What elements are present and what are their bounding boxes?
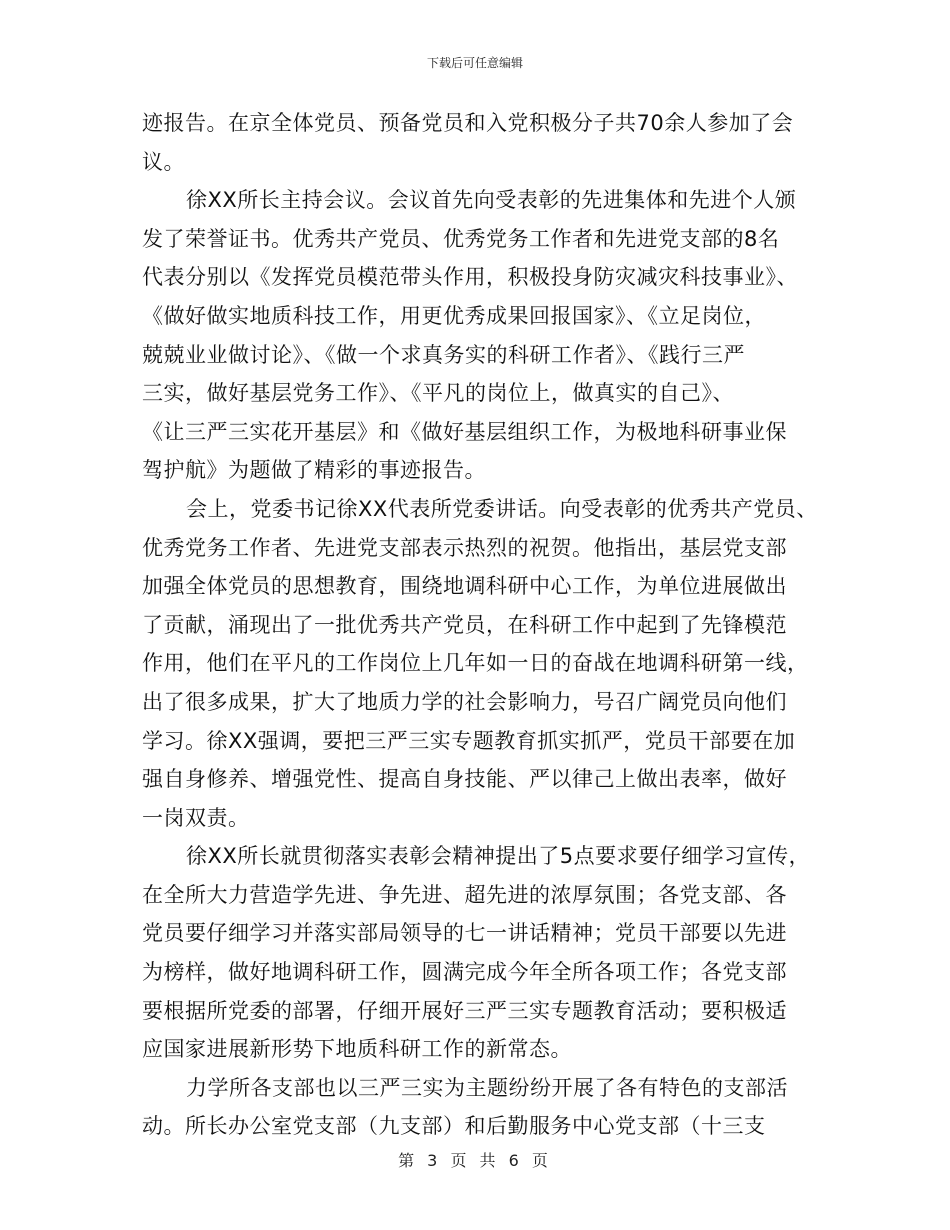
page-header: 下载后可任意编辑 [426, 56, 523, 70]
text-line: 作用，他们在平凡的工作岗位上几年如一日的奋战在地调科研第一线， [142, 651, 809, 676]
paragraph [142, 181, 812, 490]
text-line: 应国家进展新形势下地质科研工作的新常态。 [142, 1037, 572, 1062]
text-line: 出了很多成果，扩大了地质力学的社会影响力，号召广阔党员向他们 [142, 689, 787, 714]
text-line: 力学所各支部也以三严三实为主题纷纷开展了各有特色的支部活 [186, 1075, 788, 1100]
text-line: 徐XX所长主持会议。会议首先向受表彰的先进集体和先进个人颁 [186, 188, 797, 213]
paragraph [142, 1069, 812, 1146]
text-line: 议。 [142, 149, 185, 174]
text-line: 在全所大力营造学先进、争先进、超先进的浓厚氛围；各党支部、各 [142, 882, 787, 907]
document-body [142, 104, 818, 1146]
text-line: 强自身修养、增强党性、提高自身技能、严以律己上做出表率，做好 [142, 767, 787, 792]
text-line: 了贡献，涌现出了一批优秀共产党员，在科研工作中起到了先锋模范 [142, 612, 787, 637]
text-line: 驾护航》为题做了精彩的事迹报告。 [142, 458, 486, 483]
text-line: 为榜样，做好地调科研工作，圆满完成今年全所各项工作；各党支部 [142, 960, 787, 985]
text-line: 要根据所党委的部署，仔细开展好三严三实专题教育活动；要积极适 [142, 998, 787, 1023]
text-line: 发了荣誉证书。优秀共产党员、优秀党务工作者和先进党支部的8名 [142, 226, 780, 251]
text-line: 优秀党务工作者、先进党支部表示热烈的祝贺。他指出，基层党支部 [142, 535, 787, 560]
text-line: 徐XX所长就贯彻落实表彰会精神提出了5点要求要仔细学习宣传， [186, 844, 811, 869]
page-footer: 第 3 页 共 6 页 [398, 1151, 552, 1170]
text-line: 《做好做实地质科技工作，用更优秀成果回报国家》、《立足岗位， [142, 303, 766, 328]
text-line: 会上，党委书记徐XX代表所党委讲话。向受表彰的优秀共产党员、 [186, 496, 818, 521]
text-line: 加强全体党员的思想教育，围绕地调科研中心工作，为单位进展做出 [142, 574, 787, 599]
text-line: 学习。徐XX强调，要把三严三实专题教育抓实抓严，党员干部要在加 [142, 728, 796, 753]
text-line: 《让三严三实花开基层》和《做好基层组织工作，为极地科研事业保 [142, 419, 787, 444]
paragraph [142, 837, 812, 1069]
text-line: 迹报告。在京全体党员、预备党员和入党积极分子共70余人参加了会 [142, 111, 794, 135]
text-line: 三实，做好基层党务工作》、《平凡的岗位上，做真实的自己》、 [142, 381, 734, 406]
text-line: 兢兢业业做讨论》、《做一个求真务实的科研工作者》、《践行三严 [142, 342, 745, 367]
text-line: 动。所长办公室党支部（九支部）和后勤服务中心党支部（十三支 [142, 1114, 766, 1139]
paragraph [142, 490, 818, 837]
text-line: 代表分别以《发挥党员模范带头作用，积极投身防灾减灾科技事业》、 [142, 265, 798, 290]
text-line: 党员要仔细学习并落实部局领导的七一讲话精神；党员干部要以先进 [142, 921, 787, 946]
text-line: 一岗双责。 [142, 805, 250, 830]
paragraph [142, 104, 812, 181]
